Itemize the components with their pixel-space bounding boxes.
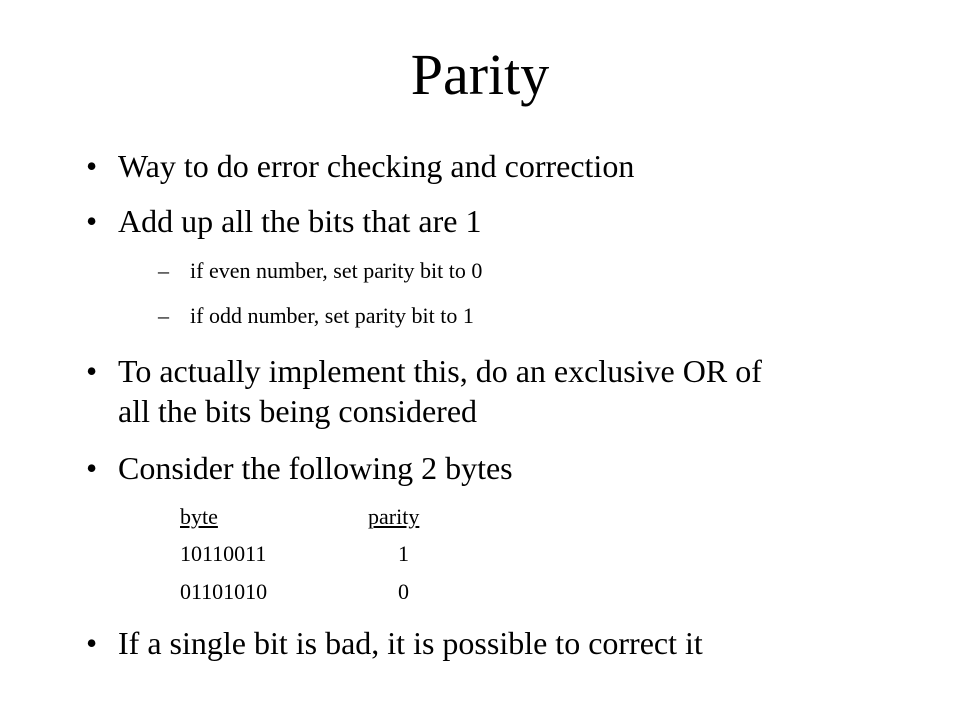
bullet-marker: • bbox=[86, 625, 98, 661]
sub-bullet-marker: – bbox=[158, 258, 169, 283]
bullet-text: If a single bit is bad, it is possible to correct it bbox=[118, 625, 703, 661]
bullet-marker: • bbox=[86, 450, 98, 486]
bullet-marker: • bbox=[86, 203, 98, 239]
bullet-text: To actually implement this, do an exclusive OR of bbox=[118, 353, 762, 389]
table-cell-byte: 10110011 bbox=[180, 541, 267, 566]
sub-bullet-text: if even number, set parity bit to 0 bbox=[190, 258, 483, 283]
bullet-marker: • bbox=[86, 148, 98, 184]
table-cell-byte: 01101010 bbox=[180, 579, 268, 604]
bullet-marker: • bbox=[86, 353, 98, 389]
table-header-byte: byte bbox=[180, 504, 218, 529]
bullet-text: Consider the following 2 bytes bbox=[118, 450, 513, 486]
table-cell-parity: 0 bbox=[398, 579, 409, 604]
bullet-text: all the bits being considered bbox=[118, 393, 478, 429]
sub-bullet-text: if odd number, set parity bit to 1 bbox=[190, 303, 474, 328]
sub-bullet-marker: – bbox=[158, 303, 169, 328]
bullet-text: Way to do error checking and correction bbox=[118, 148, 635, 184]
bullet-text: Add up all the bits that are 1 bbox=[118, 203, 482, 239]
table-cell-parity: 1 bbox=[398, 541, 409, 566]
slide-title: Parity bbox=[410, 42, 550, 107]
table-header-parity: parity bbox=[368, 504, 420, 529]
